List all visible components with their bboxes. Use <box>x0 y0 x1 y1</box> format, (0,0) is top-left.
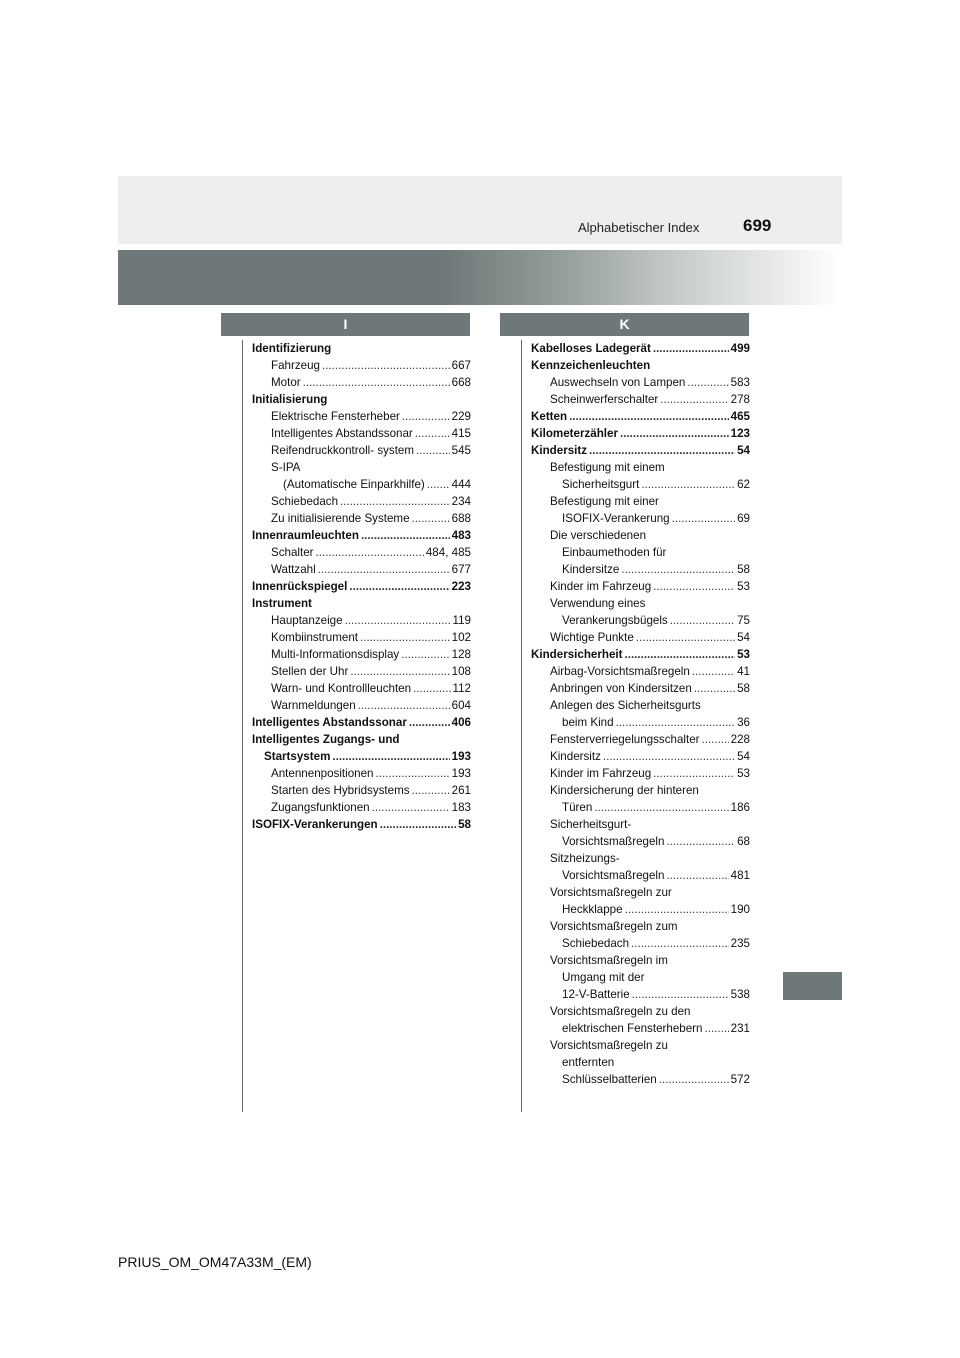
index-entry <box>252 391 471 408</box>
dot-leader <box>316 544 424 561</box>
index-entry-page: 193 <box>451 767 471 780</box>
index-entry-term: Hauptanzeige <box>271 614 343 627</box>
index-entry-term: Innenraumleuchten <box>252 529 359 542</box>
index-entry <box>531 782 750 799</box>
index-entry-term: Zu initialisierende Systeme <box>271 512 410 525</box>
index-entry <box>252 748 471 765</box>
index-entry-term: Anlegen des Sicherheitsgurts <box>550 699 701 712</box>
index-entry <box>531 969 750 986</box>
index-entry-page: 465 <box>730 410 750 423</box>
index-entry-term: Vorsichtsmaßregeln <box>562 869 665 882</box>
dot-leader <box>653 765 735 782</box>
dot-leader <box>412 510 450 527</box>
index-entry <box>252 714 471 731</box>
dot-leader <box>345 612 451 629</box>
index-entry-term: Intelligentes Zugangs- und <box>252 733 400 746</box>
dot-leader <box>653 340 729 357</box>
index-entry-page: 234 <box>451 495 471 508</box>
index-entry-page: 36 <box>737 716 750 729</box>
dot-leader <box>340 493 450 510</box>
index-entry-term: Sicherheitsgurt- <box>550 818 632 831</box>
index-entry-page: 667 <box>451 359 471 372</box>
dot-leader <box>350 663 449 680</box>
index-entry-term: Vorsichtsmaßregeln zu den <box>550 1005 691 1018</box>
index-entry <box>252 408 471 425</box>
index-entry-page: 123 <box>730 427 750 440</box>
index-entry-term: Schalter <box>271 546 314 559</box>
index-entry <box>531 799 750 816</box>
index-entry-page: 583 <box>730 376 750 389</box>
index-entry-term: Kindersicherheit <box>531 648 623 661</box>
index-entry-term: Antennenpositionen <box>271 767 374 780</box>
dot-leader <box>332 748 449 765</box>
dot-leader <box>318 561 450 578</box>
index-entry-term: Kindersitz <box>550 750 601 763</box>
index-entry-page: 415 <box>451 427 471 440</box>
index-entry-page: 228 <box>730 733 750 746</box>
dot-leader <box>372 799 450 816</box>
index-entry-term: Zugangsfunktionen <box>271 801 370 814</box>
index-entry <box>531 1037 750 1054</box>
index-entry-page: 444 <box>451 478 471 491</box>
index-entry-page: 128 <box>451 648 471 661</box>
dot-leader <box>632 986 729 1003</box>
index-entry <box>531 408 750 425</box>
index-entry-term: Verwendung eines <box>550 597 646 610</box>
index-entry <box>531 918 750 935</box>
dot-leader <box>702 731 729 748</box>
index-entry-page: 53 <box>737 580 750 593</box>
dot-leader <box>589 442 735 459</box>
header-gradient-band <box>118 250 842 305</box>
dot-leader <box>594 799 728 816</box>
index-entry-term: Kilometerzähler <box>531 427 618 440</box>
index-entry <box>531 748 750 765</box>
dot-leader <box>603 748 735 765</box>
index-entry-term: Wattzahl <box>271 563 316 576</box>
index-entry <box>531 850 750 867</box>
index-entry <box>252 527 471 544</box>
index-entry <box>531 867 750 884</box>
dot-leader <box>380 816 456 833</box>
index-entry-term: Heckklappe <box>562 903 623 916</box>
dot-leader <box>670 612 735 629</box>
index-entry <box>531 816 750 833</box>
index-entry-page: 53 <box>737 648 750 661</box>
index-entry <box>252 425 471 442</box>
index-entry-page: 58 <box>458 818 471 831</box>
index-entry-term: Anbringen von Kindersitzen <box>550 682 692 695</box>
index-entry <box>252 578 471 595</box>
index-entry <box>252 697 471 714</box>
index-entry-term: Vorsichtsmaßregeln <box>562 835 665 848</box>
index-entry <box>252 561 471 578</box>
index-entry <box>252 476 471 493</box>
dot-leader <box>303 374 450 391</box>
dot-leader <box>625 646 736 663</box>
dot-leader <box>636 629 735 646</box>
column-rule-left <box>242 340 243 1112</box>
index-entry-page: 54 <box>737 631 750 644</box>
dot-leader <box>401 646 449 663</box>
index-entry-page: 53 <box>737 767 750 780</box>
index-entry-term: Befestigung mit einer <box>550 495 659 508</box>
index-entry-term: Startsystem <box>264 750 331 763</box>
index-entry-term: Innenrückspiegel <box>252 580 348 593</box>
index-entry-page: 499 <box>730 342 750 355</box>
index-entry-page: 538 <box>730 988 750 1001</box>
index-entry <box>531 442 750 459</box>
dot-leader <box>666 867 728 884</box>
index-entry <box>531 714 750 731</box>
header-band <box>118 176 842 244</box>
index-entry-page: 54 <box>737 750 750 763</box>
index-entry <box>531 476 750 493</box>
dot-leader <box>376 765 450 782</box>
dot-leader <box>416 442 450 459</box>
index-entry-page: 261 <box>451 784 471 797</box>
index-entry <box>531 459 750 476</box>
index-entry <box>531 629 750 646</box>
index-entry <box>252 510 471 527</box>
index-entry <box>252 680 471 697</box>
index-entry <box>252 646 471 663</box>
dot-leader <box>660 391 728 408</box>
dot-leader <box>621 561 735 578</box>
index-entry-term: Motor <box>271 376 301 389</box>
dot-leader <box>415 425 450 442</box>
index-entry-page: 186 <box>730 801 750 814</box>
dot-leader <box>692 663 735 680</box>
index-entry-term: Starten des Hybridsystems <box>271 784 410 797</box>
column-rule-right <box>521 340 522 1112</box>
index-entry-page: 62 <box>737 478 750 491</box>
index-entry-page: 229 <box>451 410 471 423</box>
index-entry <box>531 884 750 901</box>
index-entry <box>252 544 471 561</box>
index-entry <box>252 442 471 459</box>
index-entry <box>531 391 750 408</box>
dot-leader <box>412 782 450 799</box>
index-entry-page: 545 <box>451 444 471 457</box>
index-entry-page: 677 <box>451 563 471 576</box>
index-entry-term: 12-V-Batterie <box>562 988 630 1001</box>
index-entry-term: Umgang mit der <box>562 971 645 984</box>
index-entry-term: Intelligentes Abstandssonar <box>252 716 407 729</box>
index-entry <box>252 629 471 646</box>
index-entry <box>531 901 750 918</box>
index-entry-term: entfernten <box>562 1056 615 1069</box>
index-entry-page: 572 <box>730 1073 750 1086</box>
index-entry-page: 223 <box>451 580 471 593</box>
index-entry <box>531 612 750 629</box>
chapter-tab-marker <box>783 972 842 1000</box>
index-entry-term: Identifizierung <box>252 342 332 355</box>
index-entry-page: 484, 485 <box>425 546 471 559</box>
dot-leader <box>666 833 735 850</box>
index-entry <box>531 952 750 969</box>
index-entry <box>531 833 750 850</box>
index-entry-term: Elektrische Fensterheber <box>271 410 400 423</box>
index-entry <box>531 527 750 544</box>
page-section-title: Alphabetischer Index <box>578 220 700 235</box>
index-entry-page: 112 <box>452 682 471 695</box>
dot-leader <box>687 374 728 391</box>
index-entry <box>531 765 750 782</box>
dot-leader <box>358 697 450 714</box>
index-entry-term: ISOFIX-Verankerung <box>562 512 670 525</box>
index-entry <box>531 340 750 357</box>
dot-leader <box>427 476 450 493</box>
index-entry <box>531 731 750 748</box>
dot-leader <box>625 901 729 918</box>
letter-header-k: K <box>500 313 749 336</box>
index-entry <box>531 357 750 374</box>
index-entry <box>531 425 750 442</box>
index-entry <box>252 374 471 391</box>
index-entry-term: Kinder im Fahrzeug <box>550 767 652 780</box>
index-entry <box>531 1071 750 1088</box>
index-entry-term: Schiebedach <box>562 937 630 950</box>
index-entry-term: ISOFIX-Verankerungen <box>252 818 378 831</box>
dot-leader <box>653 578 735 595</box>
index-entry <box>252 731 471 748</box>
index-entry-term: Intelligentes Abstandssonar <box>271 427 413 440</box>
index-entry-page: 75 <box>737 614 750 627</box>
dot-leader <box>413 680 450 697</box>
index-entry <box>252 357 471 374</box>
index-entry <box>531 697 750 714</box>
index-entry-term: Kombiinstrument <box>271 631 358 644</box>
index-entry <box>531 561 750 578</box>
index-entry-term: Kindersitz <box>531 444 588 457</box>
index-entry-page: 406 <box>451 716 471 729</box>
index-entry-term: Stellen der Uhr <box>271 665 349 678</box>
dot-leader <box>361 527 450 544</box>
index-entry-term: Schiebedach <box>271 495 339 508</box>
dot-leader <box>705 1020 729 1037</box>
index-entry <box>531 1054 750 1071</box>
index-entry-term: elektrischen Fensterhebern <box>562 1022 703 1035</box>
dot-leader <box>616 714 736 731</box>
index-entry <box>252 663 471 680</box>
index-entry <box>531 595 750 612</box>
index-entry <box>531 374 750 391</box>
index-entry-term: Verankerungsbügels <box>562 614 668 627</box>
index-entry <box>531 1003 750 1020</box>
index-entry <box>252 816 471 833</box>
index-entry-term: Kinder im Fahrzeug <box>550 580 652 593</box>
index-entry-term: (Automatische Einparkhilfe) <box>283 478 425 491</box>
index-entry-page: 54 <box>737 444 750 457</box>
dot-leader <box>620 425 729 442</box>
index-entry-term: Wichtige Punkte <box>550 631 634 644</box>
index-entry-term: Kindersitze <box>562 563 620 576</box>
index-entry-term: beim Kind <box>562 716 614 729</box>
index-entry-term: Auswechseln von Lampen <box>550 376 686 389</box>
dot-leader <box>409 714 450 731</box>
document-footer-code: PRIUS_OM_OM47A33M_(EM) <box>118 1254 312 1270</box>
index-entry-term: Fensterverriegelungsschalter <box>550 733 700 746</box>
index-entry-term: Warnmeldungen <box>271 699 356 712</box>
index-entry-page: 119 <box>452 614 471 627</box>
dot-leader <box>569 408 729 425</box>
index-entry <box>252 493 471 510</box>
index-entry <box>531 578 750 595</box>
index-entry-page: 58 <box>737 563 750 576</box>
index-entry <box>531 935 750 952</box>
index-entry <box>252 612 471 629</box>
index-entry-term: Sicherheitsgurt <box>562 478 640 491</box>
letter-header-i: I <box>221 313 470 336</box>
page-number: 699 <box>743 216 772 235</box>
index-entry-term: Kindersicherung der hinteren <box>550 784 699 797</box>
index-entry <box>252 595 471 612</box>
dot-leader <box>322 357 450 374</box>
index-entry-term: Vorsichtsmaßregeln im <box>550 954 668 967</box>
index-entry-term: Kabelloses Ladegerät <box>531 342 651 355</box>
dot-leader <box>659 1071 729 1088</box>
dot-leader <box>694 680 735 697</box>
index-entry-term: Sitzheizungs- <box>550 852 620 865</box>
index-entry-term: S-IPA <box>271 461 301 474</box>
index-entry-page: 190 <box>730 903 750 916</box>
index-entry-term: Einbaumethoden für <box>562 546 667 559</box>
dot-leader <box>641 476 735 493</box>
index-entry <box>531 493 750 510</box>
index-entry-page: 193 <box>451 750 471 763</box>
index-entry-term: Instrument <box>252 597 312 610</box>
index-entry-term: Multi-Informationsdisplay <box>271 648 400 661</box>
index-entry <box>531 986 750 1003</box>
index-entry <box>252 799 471 816</box>
dot-leader <box>360 629 450 646</box>
dot-leader <box>402 408 450 425</box>
index-entry-page: 688 <box>451 512 471 525</box>
dot-leader <box>349 578 449 595</box>
index-entry-term: Vorsichtsmaßregeln zu <box>550 1039 668 1052</box>
index-entry <box>531 680 750 697</box>
index-entry <box>531 544 750 561</box>
index-entry-page: 108 <box>451 665 471 678</box>
index-entry <box>252 765 471 782</box>
index-entry-page: 231 <box>730 1022 750 1035</box>
index-entry-term: Kennzeichenleuchten <box>531 359 651 372</box>
index-entry-term: Türen <box>562 801 593 814</box>
index-entry-term: Befestigung mit einem <box>550 461 665 474</box>
index-entry-term: Vorsichtsmaßregeln zur <box>550 886 672 899</box>
index-entry-term: Die verschiedenen <box>550 529 647 542</box>
index-entry-page: 58 <box>737 682 750 695</box>
index-entry-term: Ketten <box>531 410 568 423</box>
index-entry-page: 41 <box>737 665 750 678</box>
index-entry-term: Fahrzeug <box>271 359 320 372</box>
dot-leader <box>631 935 729 952</box>
index-entry-term: Warn- und Kontrollleuchten <box>271 682 412 695</box>
index-entry-term: Vorsichtsmaßregeln zum <box>550 920 678 933</box>
index-entry <box>531 1020 750 1037</box>
index-entry <box>252 782 471 799</box>
index-entry-page: 183 <box>451 801 471 814</box>
index-entry-page: 483 <box>451 529 471 542</box>
index-entry-page: 102 <box>451 631 471 644</box>
index-entry-page: 235 <box>730 937 750 950</box>
index-entry-page: 68 <box>737 835 750 848</box>
index-entry <box>252 459 471 476</box>
index-entry-term: Reifendruckkontroll- system <box>271 444 415 457</box>
index-entry-page: 668 <box>451 376 471 389</box>
index-column-k <box>531 340 750 1088</box>
index-column-i <box>252 340 471 833</box>
index-entry <box>531 646 750 663</box>
index-entry-term: Airbag-Vorsichtsmaßregeln <box>550 665 690 678</box>
index-entry <box>531 510 750 527</box>
index-entry-page: 69 <box>737 512 750 525</box>
index-entry-term: Scheinwerferschalter <box>550 393 659 406</box>
index-entry-term: Initialisierung <box>252 393 328 406</box>
index-entry-page: 278 <box>730 393 750 406</box>
index-entry <box>252 340 471 357</box>
index-entry-page: 604 <box>451 699 471 712</box>
index-entry <box>531 663 750 680</box>
index-entry-term: Schlüsselbatterien <box>562 1073 657 1086</box>
index-entry-page: 481 <box>730 869 750 882</box>
dot-leader <box>672 510 735 527</box>
